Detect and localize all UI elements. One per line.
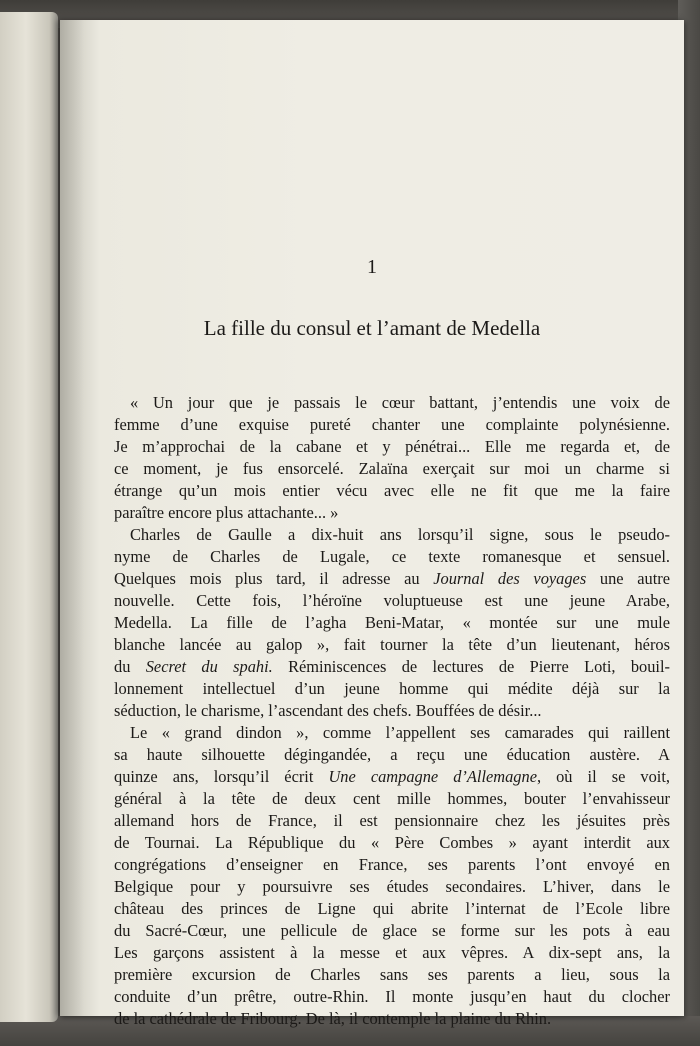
text-segment: Le « grand dindon », comme l’appellent ses camarades qui raillent — [130, 723, 670, 742]
text-line — [114, 832, 670, 854]
text-segment: Je m’approchai de la cabane et y pénétrai... Elle me regarda et, de — [114, 437, 670, 456]
text-segment: de la cathédrale de Fribourg. De là, il contemple la plaine du Rhin. — [114, 1009, 552, 1028]
chapter-number: 1 — [367, 256, 377, 278]
text-line — [114, 876, 670, 898]
italic-title: Secret du spahi. — [145, 657, 273, 676]
text-line — [114, 964, 670, 986]
text-line — [114, 590, 670, 612]
text-line — [114, 546, 670, 568]
page-gutter-shadow — [60, 20, 100, 1016]
text-line — [114, 568, 670, 590]
text-segment: femme d’une exquise pureté chanter une complainte polynésienne. — [114, 415, 670, 434]
text-line — [114, 810, 670, 832]
text-line — [114, 678, 670, 700]
text-line — [114, 414, 670, 436]
text-line — [114, 480, 670, 502]
text-segment: nouvelle. Cette fois, l’héroïne voluptueuse est une jeune Arabe, — [114, 591, 670, 610]
chapter-body-text — [114, 392, 670, 1030]
text-line — [114, 634, 670, 656]
text-segment: allemand hors de France, il est pensionnaire chez les jésuites près — [114, 811, 670, 830]
text-segment: séduction, le charisme, l’ascendant des chefs. Bouffées de désir... — [114, 701, 542, 720]
text-segment: général à la tête de deux cent mille hommes, bouter l’envahisseur — [114, 789, 670, 808]
text-segment: une autre — [586, 569, 670, 588]
text-line — [114, 436, 670, 458]
text-segment: sa haute silhouette dégingandée, a reçu une éducation austère. A — [114, 745, 670, 764]
text-segment: congrégations d’enseigner en France, ses parents l’ont envoyé en — [114, 855, 670, 874]
text-segment: du Sacré-Cœur, une pellicule de glace se forme sur les pots à eau — [114, 921, 670, 940]
facing-page-edge — [0, 12, 58, 1022]
text-line — [114, 942, 670, 964]
text-segment: blanche lancée au galop », fait tourner la tête d’un lieutenant, héros — [114, 635, 670, 654]
book-page — [60, 20, 684, 1028]
text-line — [114, 502, 670, 524]
text-line — [114, 986, 670, 1008]
text-line — [114, 700, 670, 722]
text-segment: conduite d’un prêtre, outre-Rhin. Il monte jusqu’en haut du clocher — [114, 987, 670, 1006]
text-segment: ce moment, je fus ensorcelé. Zalaïna exerçait sur moi un charme si — [114, 459, 670, 478]
text-line — [114, 766, 670, 788]
text-line — [114, 744, 670, 766]
text-segment: Belgique pour y poursuivre ses études secondaires. L’hiver, dans le — [114, 877, 670, 896]
text-line — [114, 524, 670, 546]
text-line — [114, 920, 670, 942]
text-segment: paraître encore plus attachante... » — [114, 503, 339, 522]
text-line — [114, 612, 670, 634]
text-segment: du — [114, 657, 146, 676]
text-line — [114, 392, 670, 414]
text-segment: Medella. La fille de l’agha Beni-Matar, « montée sur une mule — [114, 613, 670, 632]
text-segment: château des princes de Ligne qui abrite l’internat de l’Ecole libre — [114, 899, 670, 918]
text-segment: quinze ans, lorsqu’il écrit — [114, 767, 329, 786]
text-segment: , où il se voit, — [536, 767, 670, 786]
text-line — [114, 656, 670, 678]
text-line — [114, 898, 670, 920]
text-segment: Quelques mois plus tard, il adresse au — [114, 569, 434, 588]
text-segment: nyme de Charles de Lugale, ce texte romanesque et sensuel. — [114, 547, 670, 566]
text-segment: Réminiscences de lectures de Pierre Loti, bouil- — [272, 657, 670, 676]
text-line — [114, 854, 670, 876]
text-segment: Charles de Gaulle a dix-huit ans lorsqu’il signe, sous le pseudo- — [130, 525, 670, 544]
text-segment: première excursion de Charles sans ses parents a lieu, sous la — [114, 965, 670, 984]
italic-title: Une campagne d’Allemagne — [328, 767, 537, 786]
italic-title: Journal des voyages — [433, 569, 587, 588]
text-line — [114, 1008, 670, 1030]
text-segment: lonnement intellectuel d’un jeune homme qui médite déjà sur la — [114, 679, 670, 698]
text-segment: étrange qu’un mois entier vécu avec elle ne fit que me la faire — [114, 481, 670, 500]
text-line — [114, 458, 670, 480]
text-segment: de Tournai. La République du « Père Combes » ayant interdit aux — [114, 833, 670, 852]
text-line — [114, 722, 670, 744]
chapter-title: La fille du consul et l’amant de Medella — [203, 316, 541, 340]
text-segment: « Un jour que je passais le cœur battant, j’entendis une voix de — [130, 393, 670, 412]
text-segment: Les garçons assistent à la messe et aux vêpres. A dix-sept ans, la — [114, 943, 670, 962]
text-line — [114, 788, 670, 810]
